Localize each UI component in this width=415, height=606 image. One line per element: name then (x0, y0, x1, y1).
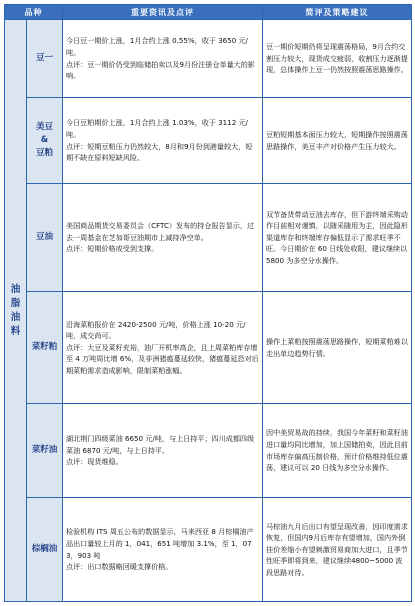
variety-rapeseed-oil (27, 404, 63, 498)
variety-palm-oil (27, 498, 63, 602)
info-text: 今日豆粕期价上涨，1月合约上涨 1.03%，收于 3112 元/吨。 (66, 118, 248, 139)
sector-char: 脂 (10, 297, 21, 309)
variety-label: 棕榈油 (31, 544, 58, 554)
advice-cell (263, 184, 412, 292)
variety-soybean-no1 (27, 20, 63, 98)
info-text: 湖北荆门四级菜油 6650 元/吨，与上日持平；四川成都四级菜油 6870 元/吨，与上日持平。 (66, 434, 255, 455)
advice-text: 豆一期价短期仍将呈现震荡格局，9月合约交割压力较大，现货成交疲弱，收割压力逐渐提现，总体操作上豆一仍然按照震荡思路操作。 (266, 42, 408, 75)
header-variety: 品种 (5, 5, 63, 20)
variety-label: 豆油 (35, 232, 53, 242)
info-cell (63, 184, 263, 292)
info-text: 检验机构 ITS 周五公布的数据显示，马来西亚 8 月棕榈油产品出口量较上月的 1，041，651 吨增加 3.1%，至 1，073，903 吨 (66, 527, 254, 560)
sector-char: 油 (10, 283, 21, 295)
info-text: 沿海菜粕报价在 2420-2500 元/吨，价格上涨 10-20 元/吨，成交尚可。 (66, 319, 246, 341)
table-row (5, 184, 412, 292)
sector-char: 料 (10, 325, 21, 337)
advice-text: 豆粕短期基本面压力较大，短期操作按照震荡思路操作，美豆丰产对价格产生压力较大。 (266, 129, 408, 151)
variety-label: 菜籽粕 (31, 342, 58, 352)
table-row (5, 498, 412, 602)
advice-text: 操作上菜粕按照震荡思路操作，短期菜粕难以走出单边趋势行情。 (266, 336, 408, 358)
info-comment: 点评：短期豆粕压力仍然较大，8月和9月份到港量较大，短期不缺在原料短缺风险。 (66, 141, 253, 163)
info-comment: 点评：出口数据略回暖支撑价格。 (66, 562, 173, 572)
info-cell (63, 20, 263, 98)
info-cell (63, 498, 263, 602)
sector-label (5, 20, 27, 602)
variety-label: 菜籽油 (31, 445, 58, 455)
info-comment: 点评：短期价格或受到支撑。 (66, 244, 159, 254)
advice-cell (263, 404, 412, 498)
advice-cell (263, 98, 412, 184)
header-info: 重要资讯及点评 (63, 5, 263, 20)
advice-text: 因中美贸易战的持续，我国今年菜籽和菜籽油进口量均同比增加，加上国储拍卖，因此目前市场库存偏高压制价格，预计价格维持低位震荡，建议可以 20 日线为多空分水操作。 (266, 428, 408, 473)
info-cell (63, 404, 263, 498)
advice-text: 双节备货带动豆油去库存，但下游终端采购动作目前相对谨慎，以随采随用为主，因此隐形渠道库存和终端库存偏低显示了需求旺季不旺。今日期价在 60 日线处收阳，建议继续以 5800 为多空分水操作。 (266, 209, 408, 265)
header-row (5, 5, 412, 20)
table-row (5, 98, 412, 184)
variety-rapeseed-meal (27, 292, 63, 404)
info-comment: 点评：现货维稳。 (66, 457, 123, 467)
info-text: 今日豆一期价上涨，1月合约上涨 0.55%，收于 3650 元/吨。 (66, 36, 248, 57)
advice-cell (263, 20, 412, 98)
sector-char: 油 (10, 311, 21, 323)
info-cell (63, 98, 263, 184)
variety-soybean-oil (27, 184, 63, 292)
variety-label: 豆粕 (35, 148, 53, 158)
info-comment: 点评：大豆及菜籽充裕，油厂开机率高企，且上周菜粕库存增至 4 万吨周比增 6%，及非洲猪瘟蔓延较快，猪瘟蔓延恐对后期菜粕需求造成影响，限制菜粕涨幅。 (66, 342, 259, 375)
oilseed-report-table (4, 4, 412, 602)
report-table-wrapper (4, 4, 411, 603)
table-row (5, 292, 412, 404)
variety-label: 美豆 (35, 122, 53, 132)
variety-us-soy-meal (27, 98, 63, 184)
info-cell (63, 292, 263, 404)
info-comment: 点评：豆一期价仍受到临储拍卖以及9月份注册仓单量大的影响。 (66, 59, 255, 81)
variety-label: & (40, 135, 49, 145)
table-row (5, 404, 412, 498)
advice-text: 马棕油九月后出口有望呈现改善，因印度需求恢复，但国内9月后库存有望增加，国内外倒挂价差缩小有望刺激贸易商加大进口，且季节性旺季即将到来，建议继续4800~5000 波段思路对待。 (266, 521, 408, 577)
variety-label: 豆一 (35, 53, 53, 63)
advice-cell (263, 498, 412, 602)
advice-cell (263, 292, 412, 404)
table-row (5, 20, 412, 98)
info-text: 美国商品期货交易委员会（CFTC）发布的持仓报告显示，过去一周基金在芝加哥豆油期市上减持净空单。 (66, 221, 255, 242)
header-advice: 简评及策略建议 (263, 5, 412, 20)
